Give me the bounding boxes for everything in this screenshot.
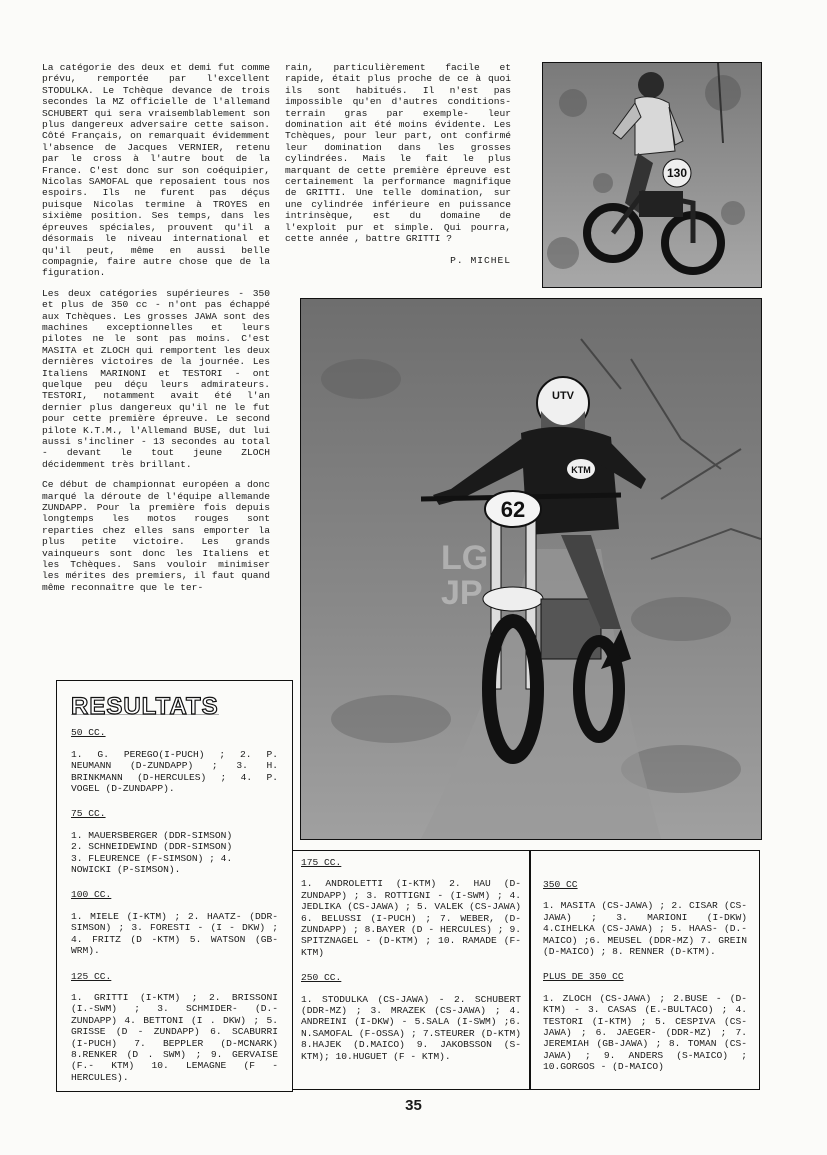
results-category: 250 CC. [301,972,342,984]
article-column-2 [285,62,511,266]
article-paragraph: La catégorie des deux et demi fut comme prévu, remportée par l'excellent STODULKA. Le Tchèque devance de trois secondes la MZ officielle de l'allemand SCHUBERT qui sera vraisemblablement son plus dangereux adversaire cette saison. Côté Français, on remarquait évidemment l'absence de Jacques VERNIER, retenu par le cross à l'autre bout de la France. C'est donc sur son coéquipier, Nicolas SAMOFAL que reposaient tous nos espoirs. Ils ne furent pas déçus puisque Nicolas termine à TROYES en sixième position. Ses temps, dans les épreuves spéciales, prouvent qu'il a désormais le niveau international et qu'il peut, même en aussi belle compagnie, faire autre chose que de la figuration. [42,62,270,279]
results-box-middle [293,850,530,1090]
results-list: 1. ZLOCH (CS-JAWA) ; 2.BUSE - (D-KTM) - 3. CASAS (E.-BULTACO) ; 4. TESTORI (I-KTM) ; 5. CESPIVA (CS-JAWA) ; 6. JAEGER- (DDR-MZ) ; 7. JEREMIAH (GB-JAWA) ; 8. TOMAN (CS-JAWA) ; 9. ANDERS (S-MAICO) ; 10.GORGOS - (D-MAICO) [543,992,747,1073]
results-list [71,830,278,876]
article-column-1 [42,62,270,602]
motorcycle-rider-image [301,299,761,839]
article-paragraph: rain, particulièrement facile et rapide, était plus proche de ce à quoi ils sont habitués. Il n'est pas impossible qu'en d'autres conditions-terrain gras par exemple- leur domination ait été moins évidente. Les Tchèques, pour leur part, ont confirmé leur domination dans les grosses cylindrées. Mais le fait le plus marquant de cette première épreuve est certainement la performance magnifique de GRITTI. Une telle domination, sur une cylindrée inférieure en puissance intrinsèque, est du domaine de l'exploit pur et simple. Qui pourra, cette année , battre GRITTI ? [285,62,511,245]
results-list: 1. MASITA (CS-JAWA) ; 2. CISAR (CS-JAWA) ; 3. MARIONI (I-DKW) 4.CIHELKA (CS-JAWA) ; 5. HAAS- (D.-MAICO) ;6. MEUSEL (DDR-MZ) 7. GREIN (D-MAICO) ; 8. RENNER (D-KTM). [543,900,747,958]
results-category: 50 CC. [71,727,106,739]
helmet-text: UTV [552,390,574,402]
page-number: 35 [405,1097,422,1114]
bib-number: 62 [500,497,526,522]
results-category: 75 CC. [71,808,106,820]
bib-number: 130 [666,166,688,180]
results-category: 175 CC. [301,857,342,868]
results-box-right [530,850,760,1090]
results-line: NOWICKI (P-SIMSON). [71,864,181,876]
article-paragraph: Ce début de championnat européen a donc marqué la déroute de l'équipe allemande ZUNDAPP. Pour la première fois depuis longtemps les motos rouges sont reparties chez elles sans emporter la plus petite victoire. Les grands vainqueurs sont donc les Italiens et les Tchèques. Sans vouloir minimiser les mérites des premiers, il faut quand même reconnaître que le ter- [42,479,270,593]
results-category: 350 CC [543,879,578,890]
article-paragraph: Les deux catégories supérieures - 350 et plus de 350 cc - n'ont pas échappé aux Tchèques. Les grosses JAWA sont des machines exceptionnelles et leurs pilotes ne le sont pas moins. C'est MASITA et ZLOCH qui remportent les deux dernières victoires de la journée. Les Italiens MARINONI et TESTORI - ont quelque peu déçu leurs admirateurs. TESTORI, notamment avait été l'an dernier plus dangereux qu'il ne le fut pour cette première épreuve. Le second pilote K.T.M., l'Allemand BUSE, dut lui aussi s'incliner - 13 secondes au total - devant le tout jeune ZLOCH décidemment très brillant. [42,287,270,470]
author-signature: P. MICHEL [450,254,511,266]
results-line: 1. MAUERSBERGER (DDR-SIMSON) [71,829,233,841]
watermark-text: JP [441,574,483,612]
results-title: RESULTATS [71,693,219,720]
results-list: 1. GRITTI (I-KTM) ; 2. BRISSONI (I.-SWM) ; 3. SCHMIDER- (D.-ZUNDAPP) 4. BETTONI (I . DKW) ; 5. GRISSE (D - ZUNDAPP) 6. SCABURRI (I-PUCH) 7. BEPPLER (D-MCNARK) 8.RENKER (D . SWM) ; 9. GERVAISE (F.- KTM) 10. LEMAGNE (F -HERCULES). [71,991,278,1083]
results-category: 125 CC. [71,970,112,982]
jersey-logo-text: KTM [571,465,591,475]
results-line: 3. FLEURENCE (F-SIMSON) ; 4. [71,852,233,864]
motorcycle-rider-image [543,63,761,287]
watermark-text: LG [441,539,489,577]
rider-photo-small [542,62,762,288]
results-box-left [56,680,293,1092]
results-category: 100 CC. [71,889,112,901]
results-list: 1. STODULKA (CS-JAWA) - 2. SCHUBERT (DDR-MZ) ; 3. MRAZEK (CS-JAWA) ; 4. ANDREINI (I-DKW) - 5.SALA (I-SWM) ;6. N.SAMOFAL (F-OSSA) ; 7.STEURER (D-KTM) 8.HAJEK (D.MAICO) 9. JAKOBSSON (S-KTM); 10.HUGUET (F - KTM). [301,993,521,1062]
results-list: 1. G. PEREGO(I-PUCH) ; 2. P. NEUMANN (D-ZUNDAPP) ; 3. H. BRINKMANN (D-HERCULES) ; 4. P. VOGEL (D-ZUNDAPP). [71,748,278,795]
results-list: 1. MIELE (I-KTM) ; 2. HAATZ- (DDR-SIMSON) ; 3. FORESTI - (I - DKW) ; 4. FRITZ (D -KTM) 5. WATSON (GB-WRM). [71,910,278,957]
results-category: PLUS DE 350 CC [543,971,624,983]
results-list: 1. ANDROLETTI (I-KTM) 2. HAU (D-ZUNDAPP) ; 3. ROTTIGNI - (I-SWM) ; 4. JEDLIKA (CS-JAWA) ; 5. VALEK (CS-JAWA) 6. BELUSSI (I-PUCH) ; 7. WEBER, (D-ZUNDAPP) ; 8.BAYER (D - HERCULES) ; 9. SPITZNAGEL - (D-KTM) ; 10. RAMADE (F-KTM) [301,878,521,958]
results-line: 2. SCHNEIDEWIND (DDR-SIMSON) [71,841,233,853]
rider-photo-large [300,298,762,840]
